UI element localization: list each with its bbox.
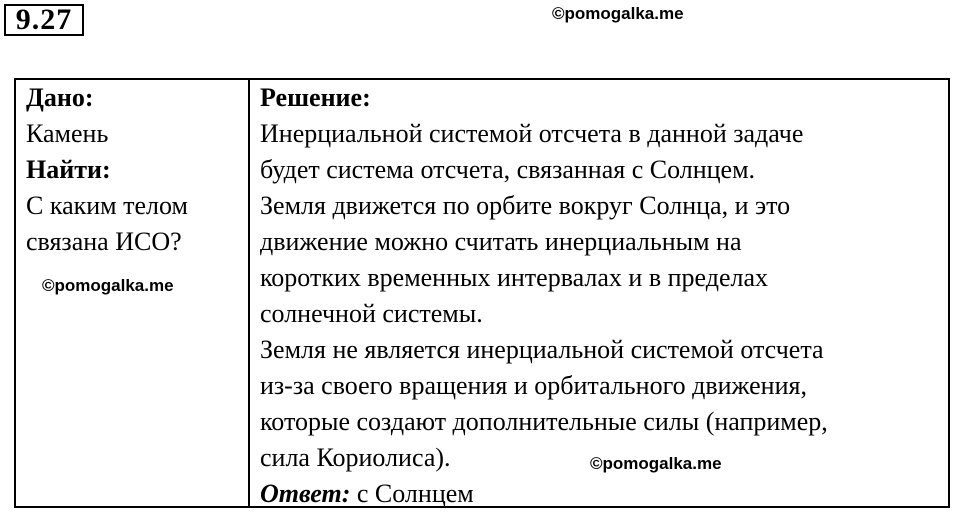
given-column [26, 80, 241, 260]
column-divider [248, 80, 250, 506]
solution-line-4: движение можно считать инерциальным на [260, 227, 742, 256]
given-value: Камень [26, 119, 109, 148]
solution-line-9: которые создают дополнительные силы (например, [260, 407, 828, 436]
solution-line-3: Земля движется по орбите вокруг Солнца, и это [260, 191, 791, 220]
find-line-1: С каким телом [26, 191, 188, 220]
problem-number: 9.27 [4, 4, 84, 36]
solution-line-7: Земля не является инерциальной системой отсчета [260, 335, 824, 364]
find-heading: Найти: [26, 155, 111, 184]
solution-line-5: коротких временных интервалах и в пределах [260, 263, 769, 292]
watermark-left: ©pomogalka.me [42, 276, 174, 295]
given-heading: Дано: [26, 83, 94, 112]
watermark-top: ©pomogalka.me [552, 4, 684, 23]
solution-line-10: сила Кориолиса). [260, 443, 451, 472]
solution-line-2: будет система отсчета, связанная с Солнцем. [260, 155, 756, 184]
solution-line-1: Инерциальной системой отсчета в данной задаче [260, 119, 804, 148]
solution-column [260, 80, 945, 512]
find-line-2: связана ИСО? [26, 227, 182, 256]
answer-line [260, 476, 945, 512]
answer-value: с Солнцем [350, 479, 474, 508]
solution-heading: Решение: [260, 83, 371, 112]
solution-line-8: из-за своего вращения и орбитального движения, [260, 371, 807, 400]
watermark-bottom: ©pomogalka.me [590, 454, 722, 473]
answer-label: Ответ: [260, 479, 351, 508]
solution-line-6: солнечной системы. [260, 299, 483, 328]
